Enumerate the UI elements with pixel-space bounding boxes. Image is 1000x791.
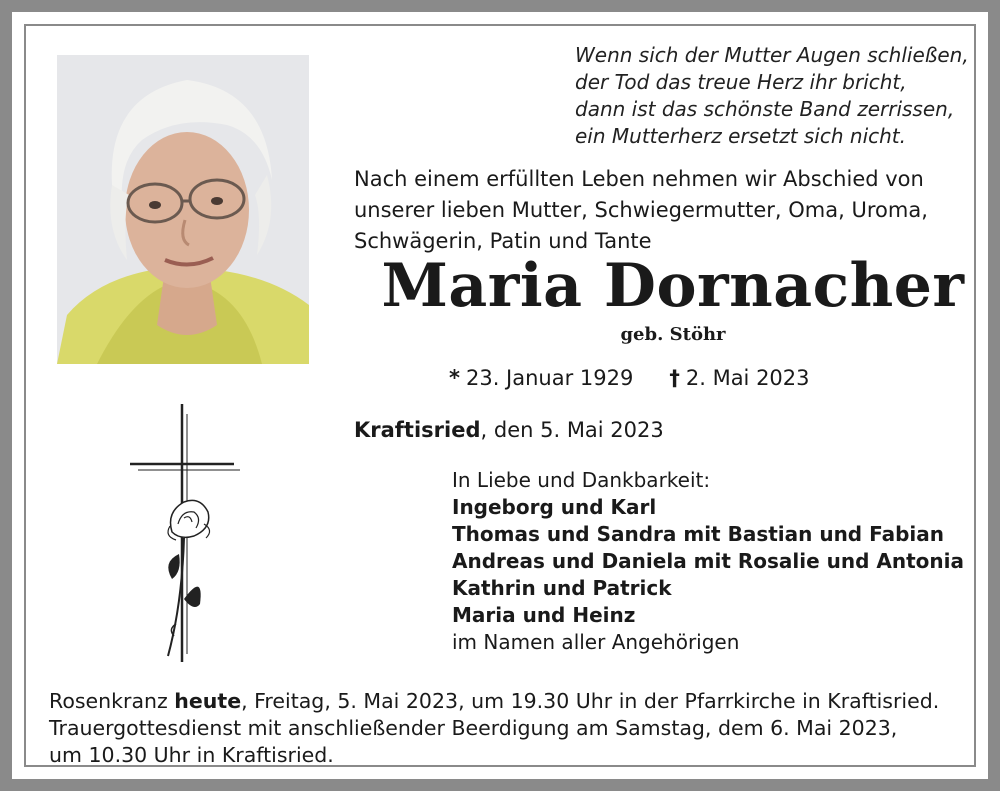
poem-line: dann ist das schönste Band zerrissen, (575, 97, 955, 121)
rosary-today: heute (174, 689, 242, 713)
birth-date: 23. Januar 1929 (465, 366, 634, 390)
place-date-rest: , den 5. Mai 2023 (480, 418, 664, 442)
intro-line: Schwägerin, Patin und Tante (354, 229, 652, 253)
place-date (354, 418, 664, 442)
cross-with-rose-icon (124, 404, 249, 664)
mourner-name: Ingeborg und Karl (452, 495, 657, 519)
death-symbol: † (669, 366, 680, 390)
intro-text (354, 164, 974, 257)
rosary-details: , Freitag, 5. Mai 2023, um 19.30 Uhr in der Pfarrkirche in Kraftisried. (241, 689, 940, 713)
funeral-time-line: um 10.30 Uhr in Kraftisried. (49, 743, 334, 767)
mourner-name: Maria und Heinz (452, 603, 636, 627)
poem-line: Wenn sich der Mutter Augen schließen, (575, 43, 969, 67)
death-date: 2. Mai 2023 (685, 366, 810, 390)
poem (575, 42, 995, 150)
rosary-label: Rosenkranz (49, 689, 175, 713)
deceased-name: Maria Dornacher (381, 251, 965, 321)
poem-line: ein Mutterherz ersetzt sich nicht. (575, 124, 906, 148)
mourner-name: Thomas und Sandra mit Bastian und Fabian (452, 522, 944, 546)
mourner-name: Andreas und Daniela mit Rosalie und Antonia (452, 549, 965, 573)
mourners-heading: In Liebe und Dankbarkeit: (452, 468, 711, 492)
maiden-name: geb. Stöhr (620, 324, 726, 345)
obituary-card (8, 8, 992, 783)
portrait-photo (57, 55, 309, 364)
life-dates (449, 366, 810, 390)
mourners-list (452, 467, 964, 656)
mourners-closing: im Namen aller Angehörigen (452, 630, 740, 654)
place-town: Kraftisried (354, 418, 481, 442)
mourner-name: Kathrin und Patrick (452, 576, 672, 600)
service-info (49, 688, 989, 769)
poem-line: der Tod das treue Herz ihr bricht, (575, 70, 907, 94)
intro-line: Nach einem erfüllten Leben nehmen wir Abschied von (354, 167, 924, 191)
intro-line: unserer lieben Mutter, Schwiegermutter, Oma, Uroma, (354, 198, 928, 222)
funeral-line: Trauergottesdienst mit anschließender Beerdigung am Samstag, dem 6. Mai 2023, (49, 716, 898, 740)
birth-symbol: * (449, 366, 460, 390)
rosary-line (49, 688, 989, 715)
